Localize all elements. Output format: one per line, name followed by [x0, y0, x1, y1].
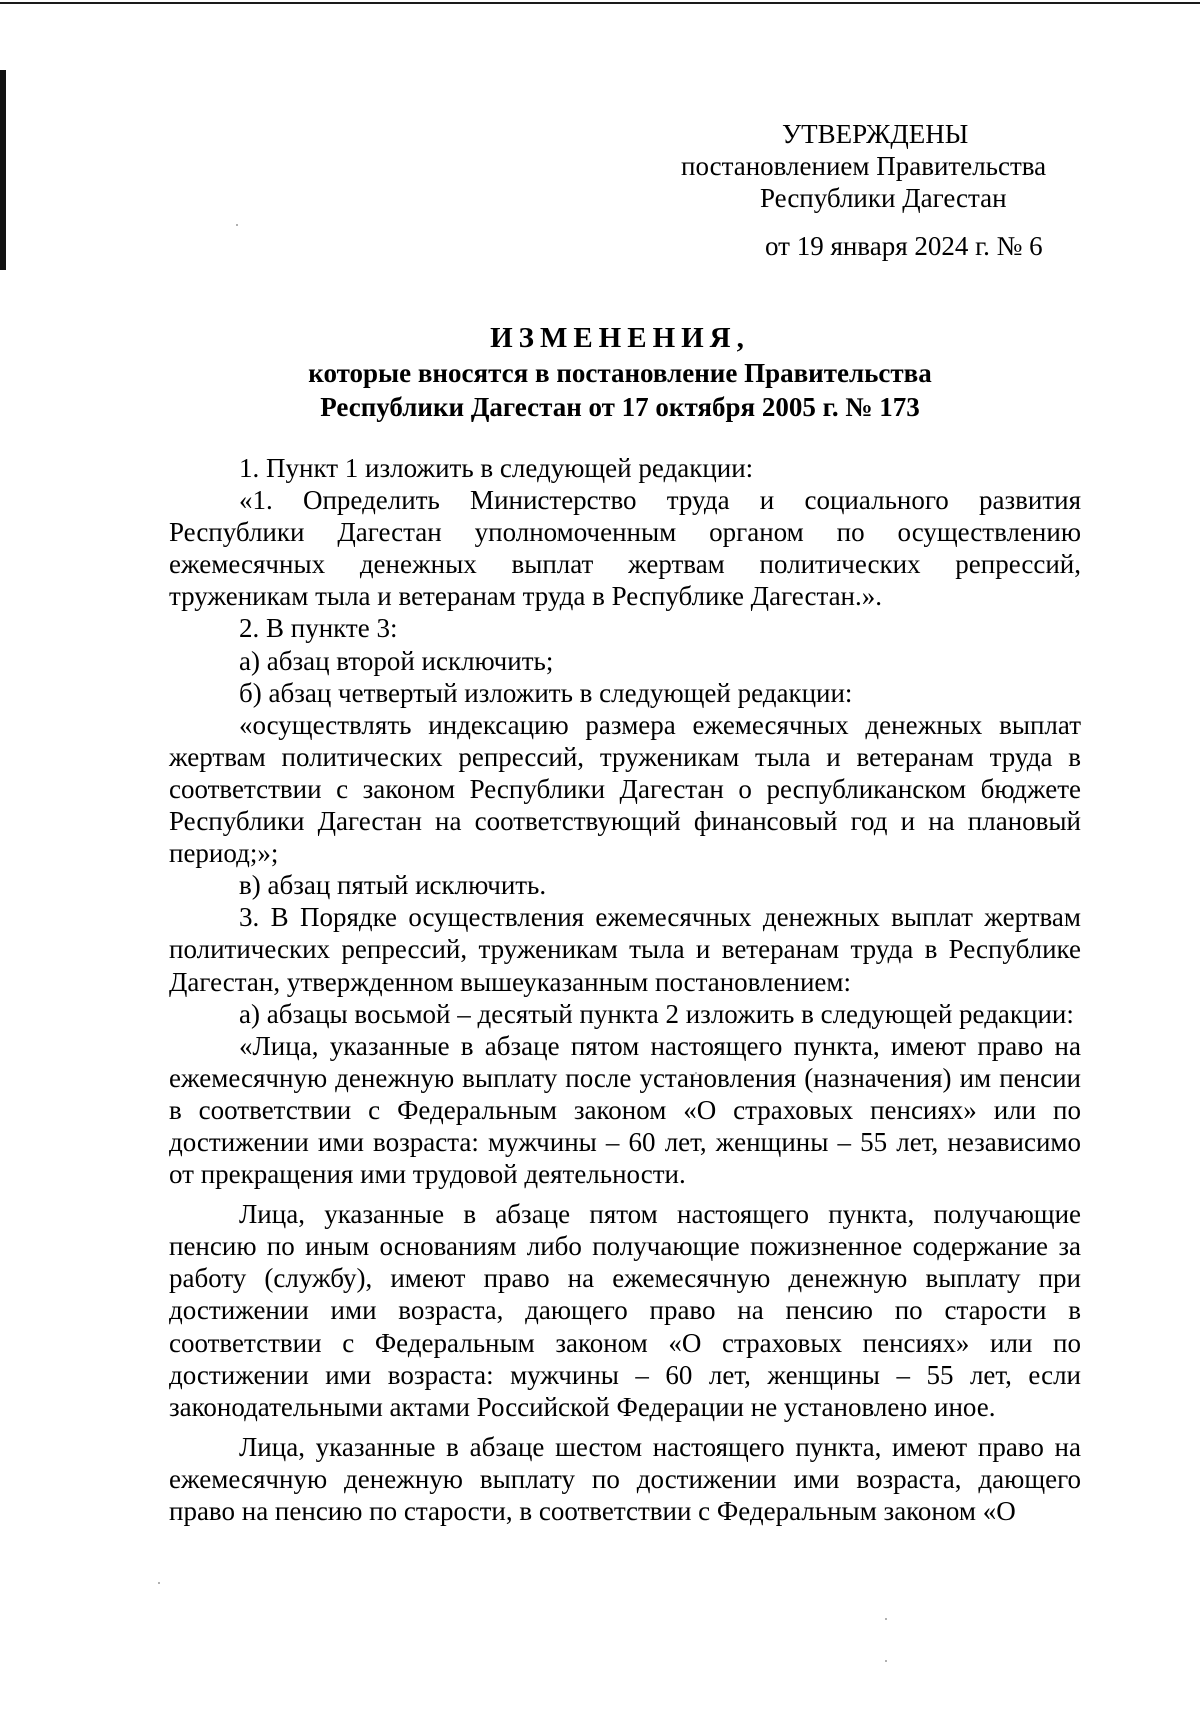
- paragraph-item-2: 2. В пункте 3:: [239, 613, 398, 644]
- paragraph-item-3: 3. В Порядке осуществления ежемесячных денежных выплат жертвам политических репрессий, труженикам тыла и ветеранам труда в Республике Дагестан, утвержденном вышеуказанным постановлением:: [169, 902, 1081, 997]
- paragraph-item-2b-text: «осуществлять индексацию размера ежемесячных денежных выплат жертвам политических репрессий, труженикам тыла и ветеранам труда в соответствии с законом Республики Дагестан о республиканском бюджете Республики Дагестан на соответствующий финансовый год и на плановый период;»;: [169, 709, 1081, 869]
- paragraph-item-3a-text-3: Лица, указанные в абзаце шестом настоящего пункта, имеют право на ежемесячную денежную выплату по достижении ими возраста, дающего право на пенсию по старости, в соответствии с Федеральным законом «О: [169, 1431, 1081, 1526]
- scan-top-edge: [0, 2, 1200, 4]
- scan-speck: [885, 1618, 887, 1620]
- approval-line-1: постановлением Правительства: [681, 151, 1047, 181]
- paragraph-item-3a: а) абзацы восьмой – десятый пункта 2 изложить в следующей редакции:: [239, 998, 1074, 1029]
- title-subtitle-1: которые вносятся в постановление Правительства: [308, 358, 932, 388]
- scan-speck: [158, 1582, 160, 1584]
- paragraph-item-2c: в) абзац пятый исключить.: [239, 870, 547, 901]
- approval-stamp-block: [660, 118, 1080, 262]
- paragraph-item-3a-text-2: Лица, указанные в абзаце пятом настоящего пункта, получающие пенсию по иным основаниям либо получающие пожизненное содержание за работу (службу), имеют право на ежемесячную денежную выплату при достижении ими возраста, дающего право на пенсию по старости в соответствии с Федеральным законом «О страховых пенсиях» или по достижении ими возраста: мужчины – 60 лет, женщины – 55 лет, если законодательными актами Российской Федерации не установлено иное.: [169, 1199, 1081, 1422]
- title-main: ИЗМЕНЕНИЯ,: [490, 322, 750, 354]
- paragraph-item-1: 1. Пункт 1 изложить в следующей редакции:: [239, 453, 754, 483]
- paragraph-item-2b: б) абзац четвертый изложить в следующей редакции:: [239, 677, 853, 708]
- paragraph-item-1-text: «1. Определить Министерство труда и социального развития Республики Дагестан уполномоченным органом по осуществлению ежемесячных денежных выплат жертвам политических репрессий, труженикам тыла и ветеранам труда в Республике Дагестан.».: [169, 485, 1081, 612]
- scan-speck: [885, 1660, 887, 1662]
- scan-speck: [236, 224, 238, 226]
- approval-line-2: Республики Дагестан: [760, 183, 1007, 213]
- title-subtitle-2: Республики Дагестан от 17 октября 2005 г. № 173: [320, 392, 920, 422]
- document-title: [150, 320, 1090, 424]
- approval-heading: УТВЕРЖДЕНЫ: [782, 119, 969, 149]
- scan-left-edge: [0, 70, 6, 270]
- paragraph-item-3a-text-1: «Лица, указанные в абзаце пятом настоящего пункта, имеют право на ежемесячную денежную выплату после установления (назначения) им пенсии в соответствии с Федеральным законом «О страховых пенсиях» или по достижении ими возраста: мужчины – 60 лет, женщины – 55 лет, независимо от прекращения ими трудовой деятельности.: [169, 1030, 1081, 1190]
- document-body: [169, 452, 1081, 1527]
- approval-date: от 19 января 2024 г. № 6: [765, 231, 1043, 261]
- paragraph-item-2a: а) абзац второй исключить;: [239, 645, 554, 676]
